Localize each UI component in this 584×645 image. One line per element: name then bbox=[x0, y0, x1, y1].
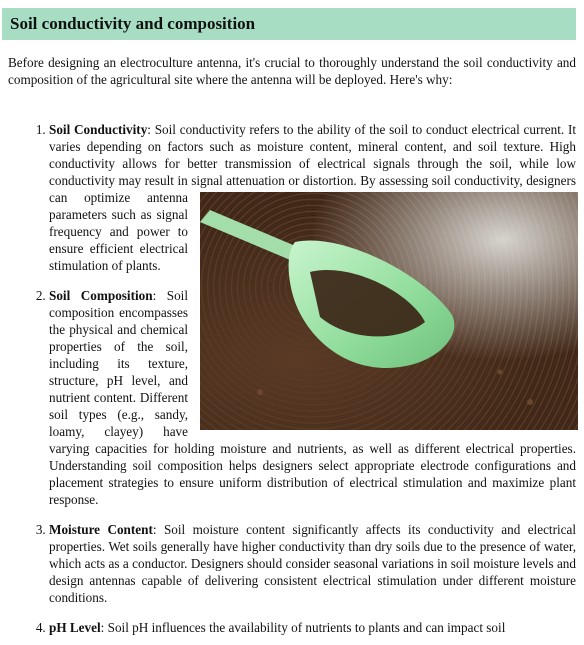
item-title: Soil Composition bbox=[49, 288, 153, 303]
item-text-part1: : Soil conductivity refers to the ability of the soil to conduct electrical current. It varies depending on factors such as moisture content, mineral content, and soil texture. High conductivity allows for better transmission of electrical signals through the soil, while low conductivity may result in signal attenuation or distortion. By assessing soil conductivity, bbox=[49, 122, 576, 188]
list-item bbox=[49, 521, 576, 606]
numbered-list bbox=[0, 121, 576, 645]
list-item bbox=[49, 619, 576, 636]
item-title: Soil Conductivity bbox=[49, 122, 148, 137]
item-text: : Soil composition encompasses the physical and chemical properties of the soil, including its texture, structure, pH level, and nutrient content. Different soil types (e.g., sandy, loamy, clayey) have varying capacities for holding moisture and nutrients, as well as different electrical properties. Understanding soil composition helps designers select appropriate electrode configurations and placement strategies to ensure uniform distribution of electrical stimulation and maximize plant response. bbox=[49, 288, 576, 507]
intro-paragraph: Before designing an electroculture antenna, it's crucial to thoroughly understand the soil conductivity and composition of the agricultural site where the antenna will be deployed. Here's why: bbox=[8, 55, 576, 87]
item-title: Moisture Content bbox=[49, 522, 153, 537]
item-title: pH Level bbox=[49, 620, 101, 635]
scoop-illustration bbox=[200, 192, 578, 430]
section-heading: Soil conductivity and composition bbox=[10, 14, 256, 33]
section-heading-bar bbox=[2, 8, 576, 40]
item-text-part2: designers can optimize antenna parameters such as signal frequency and power to ensure efficient electrical stimulation of plants. bbox=[49, 173, 576, 273]
item-text: : Soil moisture content significantly affects its conductivity and electrical properties. Wet soils generally have higher conductivity than dry soils due to the presence of water, which acts as a conductor. Designers should consider seasonal variations in soil moisture levels and design antennas capable of delivering consistent electrical stimulation under different moisture conditions. bbox=[49, 522, 577, 605]
item-text: : Soil pH influences the availability of nutrients to plants and can impact soil bbox=[100, 620, 506, 635]
soil-photo bbox=[200, 192, 578, 430]
list-item bbox=[49, 121, 576, 274]
